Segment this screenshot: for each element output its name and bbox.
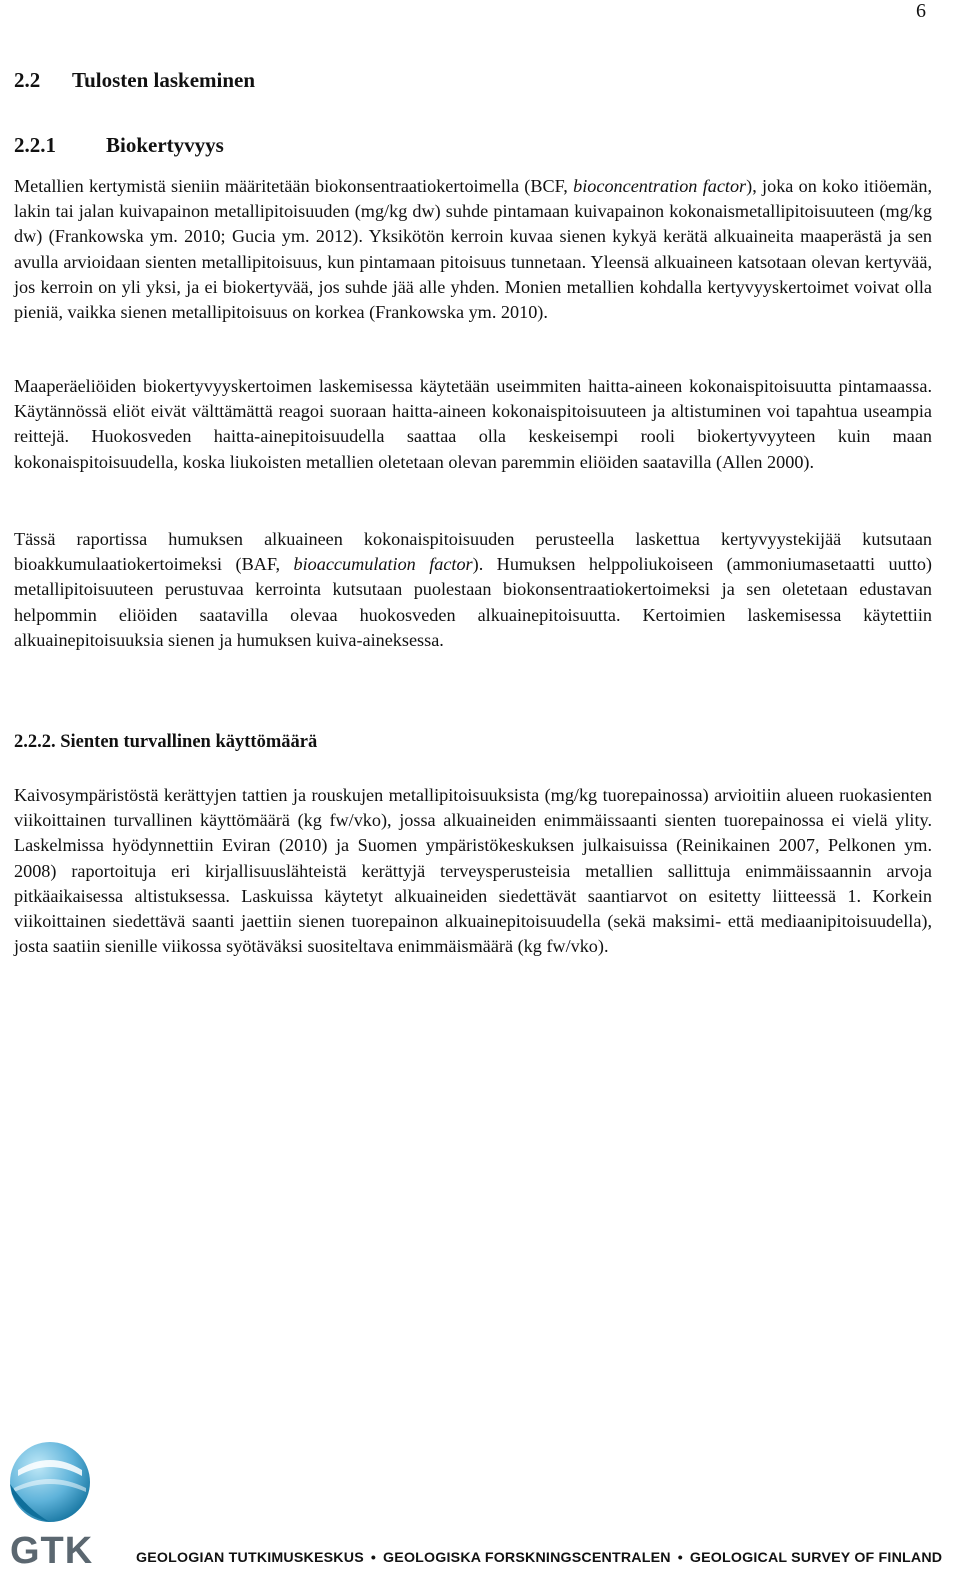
org-name-sv: GEOLOGISKA FORSKNINGSCENTRALEN (383, 1550, 671, 1566)
subsection-number: 2.2.1 (14, 133, 56, 157)
gtk-logo-text: GTK (10, 1530, 94, 1572)
section-heading (14, 68, 255, 93)
subsection-heading-biokertyvyys (14, 133, 224, 158)
footer-organization-names (136, 1550, 942, 1566)
subsection-heading-kayttomaara: 2.2.2. Sienten turvallinen käyttömäärä (14, 732, 318, 752)
bullet-separator: • (370, 1550, 377, 1566)
bullet-separator: • (677, 1550, 683, 1566)
paragraph-safe-amount: Kaivosympäristöstä kerättyjen tattien ja rouskujen metallipitoisuuksista (mg/kg tuorepainossa) arvioitiin alueen ruokasienten viikoittainen turvallinen käyttömäärä (kg fw/vko), jossa alkuaineiden enimmäissaanti sienten tuorepainossa ei vielä ylity. Laskelmissa hyödynnettiin Eviran (2010) ja Suomen ympäristökeskuksen julkaisuissa (Reinikainen 2007, Pelkonen ym. 2008) raportoituja eri kirjallisuuslähteistä kerättyjä terveysperusteisia metallien sallittuja enimmäissaannin arvoja pitkäaikaisessa altistuksessa. Laskuissa käytetyt alkuaineiden siedettävät saantiarvot on esitetty liitteessä 1. Korkein viikoittainen siedettävä saanti jaettiin sienen tuorepainon alkuainepitoisuudella (sekä maksimi- että mediaanipitoisuudella), josta saatiin sienille viikossa syötäväksi suositeltava enimmäismäärä (kg fw/vko). (14, 785, 932, 957)
page-footer (0, 1430, 960, 1583)
subsection-title: Biokertyvyys (106, 133, 224, 157)
paragraph-text: Tässä raportissa humuksen alkuaineen kokonaispitoisuuden perusteella laskettua kertyvyystekijää kutsutaan bioakkumulaatiokertoimeksi (BAF, (14, 529, 932, 575)
section-title: Tulosten laskeminen (72, 68, 256, 92)
paragraph-soil-organisms: Maaperäeliöiden biokertyvyyskertoimen laskemisessa käytetään useimmiten haitta-aineen kokonaispitoisuutta pintamaassa. Käytännössä eliöt eivät välttämättä reagoi suoraan haitta-aineen kokonaispitoisuuteen ja altistuminen voi tapahtua useampia reittejä. Huokosveden haitta-ainepitoisuudella saattaa olla keskeisempi rooli biokertyvyyteen kuin maan kokonaispitoisuudella, koska liukoisten metallien oletetaan olevan paremmin eliöiden saatavilla (Allen 2000). (14, 376, 932, 472)
section-number: 2.2 (14, 68, 41, 92)
italic-term: bioaccumulation factor (293, 554, 473, 575)
paragraph-text: Metallien kertymistä sieniin määritetään biokonsentraatiokertoimella (BCF, (14, 176, 574, 196)
paragraph-text: ), joka on koko itiöemän, lakin tai jalan kuivapainon metallipitoisuuden (mg/kg dw) suhde pintamaan kuivapainon kokonaismetallipitoisuuteen (mg/kg dw) (Frankowska ym. 2010; Gucia ym. 2012). Yksikötön kerroin kuvaa sienen kykyä kerätä alkuaineita maaperästä ja sen avulla arvioidaan sienten metallipitoisuus, kun pintamaan pitoisuus tunnetaan. Yleensä alkuaineen katsotaan olevan kertyvää, jos kerroin on yli yksi, ja ei biokertyvää, jos suhde jää alle yhden. Monien metallien kohdalla kertyvyyskertoimet voivat olla pieniä, vaikka sienen metallipitoisuus on korkea (Frankowska ym. 2010). (14, 176, 932, 323)
org-name-fi: GEOLOGIAN TUTKIMUSKESKUS (136, 1550, 364, 1566)
paragraph-text: ). Humuksen helppoliukoiseen (ammoniumasetaatti uutto) metallipitoisuuteen perustuvaa kerrointa kutsutaan puolestaan biokonsentraatiokertoimeksi ja sen oletetaan edustavan helpommin eliöiden saatavilla olevaa huokosveden alkuainepitoisuutta. Kertoimien laskemisessa käytettiin alkuainepitoisuuksia sienen ja humuksen kuiva-aineksessa. (14, 554, 932, 650)
italic-term: bioconcentration factor (573, 176, 747, 196)
gtk-globe-logo-icon (8, 1440, 92, 1524)
paragraph-bcf (14, 174, 932, 325)
org-name-en: GEOLOGICAL SURVEY OF FINLAND (689, 1550, 943, 1566)
page-number: 6 (916, 0, 926, 22)
paragraph-baf (14, 527, 932, 653)
